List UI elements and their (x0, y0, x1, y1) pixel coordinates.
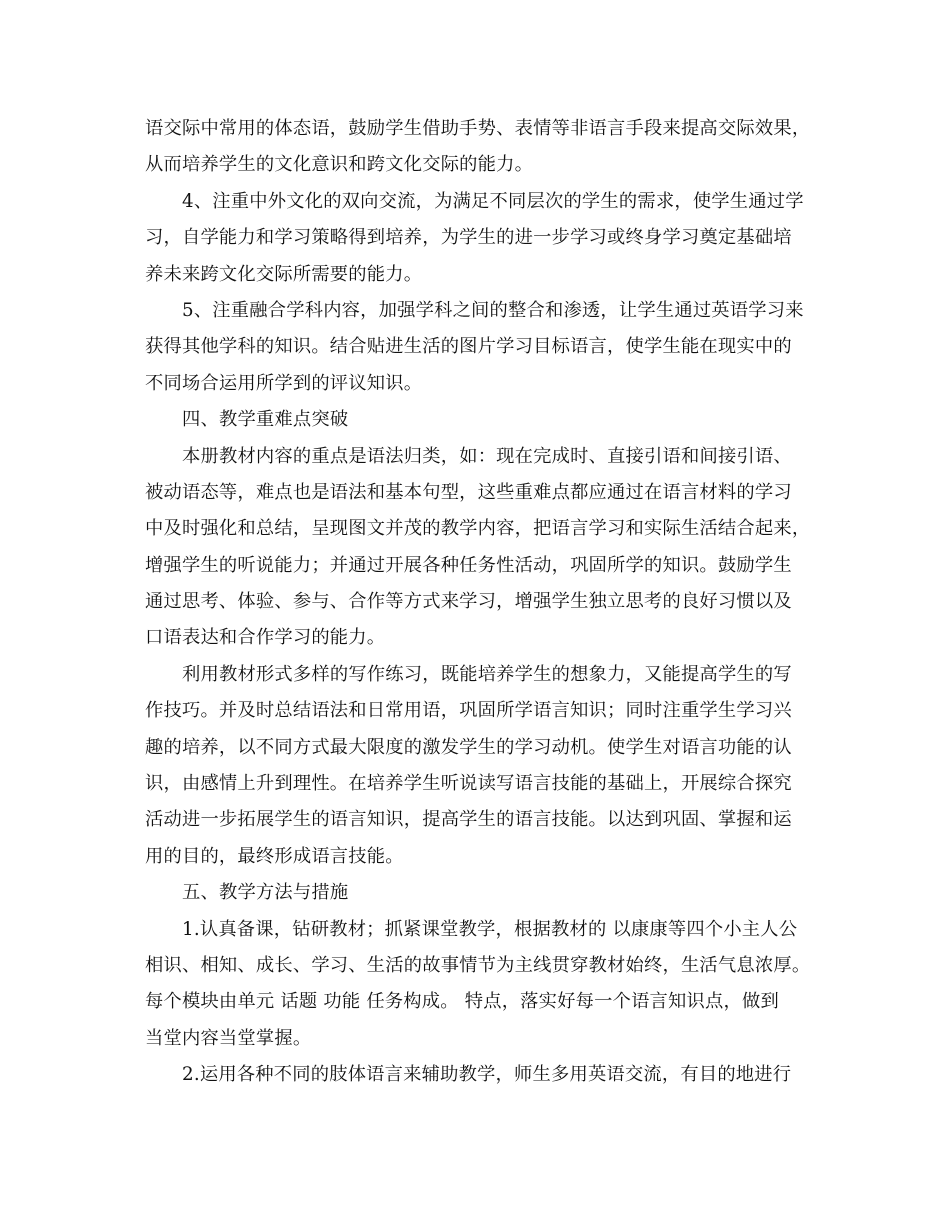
text-line: 活动进一步拓展学生的语言知识，提高学生的语言技能。以达到巩固、掌握和运 (145, 809, 792, 831)
text-line: 作技巧。并及时总结语法和日常用语，巩固所学语言知识；同时注重学生学习兴 (145, 700, 792, 722)
text-line: 用的目的，最终形成语言技能。 (145, 845, 404, 867)
text-line: 利用教材形式多样的写作练习，既能培养学生的想象力，又能提高学生的写 (182, 663, 792, 685)
text-line: 2.运用各种不同的肢体语言来辅助教学，师生多用英语交流，有目的地进行 (182, 1064, 792, 1086)
text-line: 增强学生的听说能力；并通过开展各种任务性活动，巩固所学的知识。鼓励学生 (145, 554, 792, 576)
text-line: 被动语态等，难点也是语法和基本句型，这些重难点都应通过在语言材料的学习 (145, 481, 792, 503)
text-line: 不同场合运用所学到的评议知识。 (145, 372, 423, 394)
section-heading: 四、教学重难点突破 (182, 409, 349, 431)
text-line: 趣的培养，以不同方式最大限度的激发学生的学习动机。使学生对语言功能的认 (145, 736, 792, 758)
text-line: 1.认真备课，钻研教材；抓紧课堂教学，根据教材的 以康康等四个小主人公 (182, 918, 798, 940)
text-line: 习，自学能力和学习策略得到培养，为学生的进一步学习或终身学习奠定基础培 (145, 227, 792, 249)
text-line: 语交际中常用的体态语，鼓励学生借助手势、表情等非语言手段来提高交际效果， (145, 118, 811, 139)
text-line: 中及时强化和总结，呈现图文并茂的教学内容，把语言学习和实际生活结合起来， (145, 518, 811, 540)
text-line: 从而培养学生的文化意识和跨文化交际的能力。 (145, 154, 534, 176)
text-line: 获得其他学科的知识。结合贴进生活的图片学习目标语言，使学生能在现实中的 (145, 336, 792, 358)
text-line: 5、注重融合学科内容，加强学科之间的整合和渗透，让学生通过英语学习来 (182, 299, 804, 321)
text-line: 养未来跨文化交际所需要的能力。 (145, 263, 423, 285)
section-heading: 五、教学方法与措施 (182, 882, 349, 904)
document-body (145, 111, 813, 1094)
text-line: 本册教材内容的重点是语法归类，如：现在完成时、直接引语和间接引语、 (182, 445, 792, 467)
text-line: 口语表达和合作学习的能力。 (145, 627, 386, 649)
text-line: 当堂内容当堂掌握。 (145, 1027, 312, 1049)
text-line: 每个模块由单元 话题 功能 任务构成。 特点，落实好每一个语言知识点，做到 (145, 991, 779, 1013)
text-line: 通过思考、体验、参与、合作等方式来学习，增强学生独立思考的良好习惯以及 (145, 591, 792, 613)
text-line: 识，由感情上升到理性。在培养学生听说读写语言技能的基础上，开展综合探究 (145, 773, 792, 795)
text-line: 相识、相知、成长、学习、生活的故事情节为主线贯穿教材始终，生活气息浓厚。 (145, 954, 811, 976)
text-line: 4、注重中外文化的双向交流，为满足不同层次的学生的需求，使学生通过学 (182, 190, 804, 212)
